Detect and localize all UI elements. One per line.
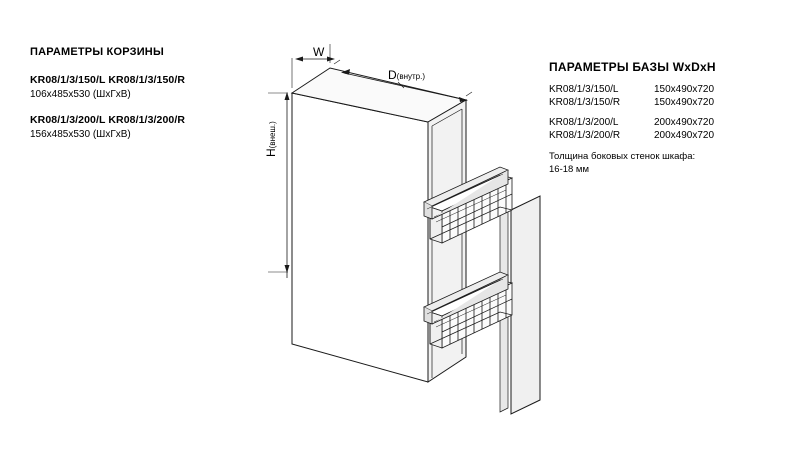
basket-dimensions: 106x485x530 (ШхГхВ): [30, 89, 131, 100]
base-spec-row: [549, 84, 789, 95]
base-dimension: 200x490x720: [654, 130, 715, 141]
base-code: KR08/1/3/200/L: [549, 117, 619, 128]
basket-parameters-panel: [30, 46, 270, 154]
basket-spec-group: [30, 114, 270, 140]
base-code: KR08/1/3/150/L: [549, 84, 619, 95]
base-spec-row: [549, 117, 789, 128]
depth-symbol: D: [388, 68, 397, 82]
base-dimension: 200x490x720: [654, 117, 715, 128]
height-subscript: (внеш.): [268, 121, 277, 149]
wall-thickness-note-line2: 16-18 мм: [549, 163, 589, 175]
dimension-label-width: W: [313, 45, 325, 59]
base-dimension: 150x490x720: [654, 84, 715, 95]
wall-thickness-note-line1: Толщина боковых стенок шкафа:: [549, 151, 696, 162]
base-spec-row: [549, 97, 789, 108]
base-dimension: 150x490x720: [654, 97, 715, 108]
base-code: KR08/1/3/200/R: [549, 130, 621, 141]
base-spec-row: [549, 130, 789, 141]
basket-spec-group: [30, 74, 270, 100]
depth-subscript: (внутр.): [396, 72, 426, 81]
height-symbol: H: [264, 148, 278, 157]
base-parameters-panel: [549, 60, 789, 177]
spacer: [549, 110, 789, 117]
dimension-label-depth: [388, 68, 425, 82]
base-parameters-title: ПАРАМЕТРЫ БАЗЫ WxDxH: [549, 60, 716, 74]
base-code: KR08/1/3/150/R: [549, 97, 621, 108]
wall-thickness-note: [549, 151, 789, 177]
basket-dimensions: 156x485x530 (ШхГхВ): [30, 129, 131, 140]
basket-codes: KR08/1/3/150/L KR08/1/3/150/R: [30, 74, 186, 86]
basket-parameters-title: ПАРАМЕТРЫ КОРЗИНЫ: [30, 46, 164, 58]
basket-codes: KR08/1/3/200/L KR08/1/3/200/R: [30, 114, 186, 126]
